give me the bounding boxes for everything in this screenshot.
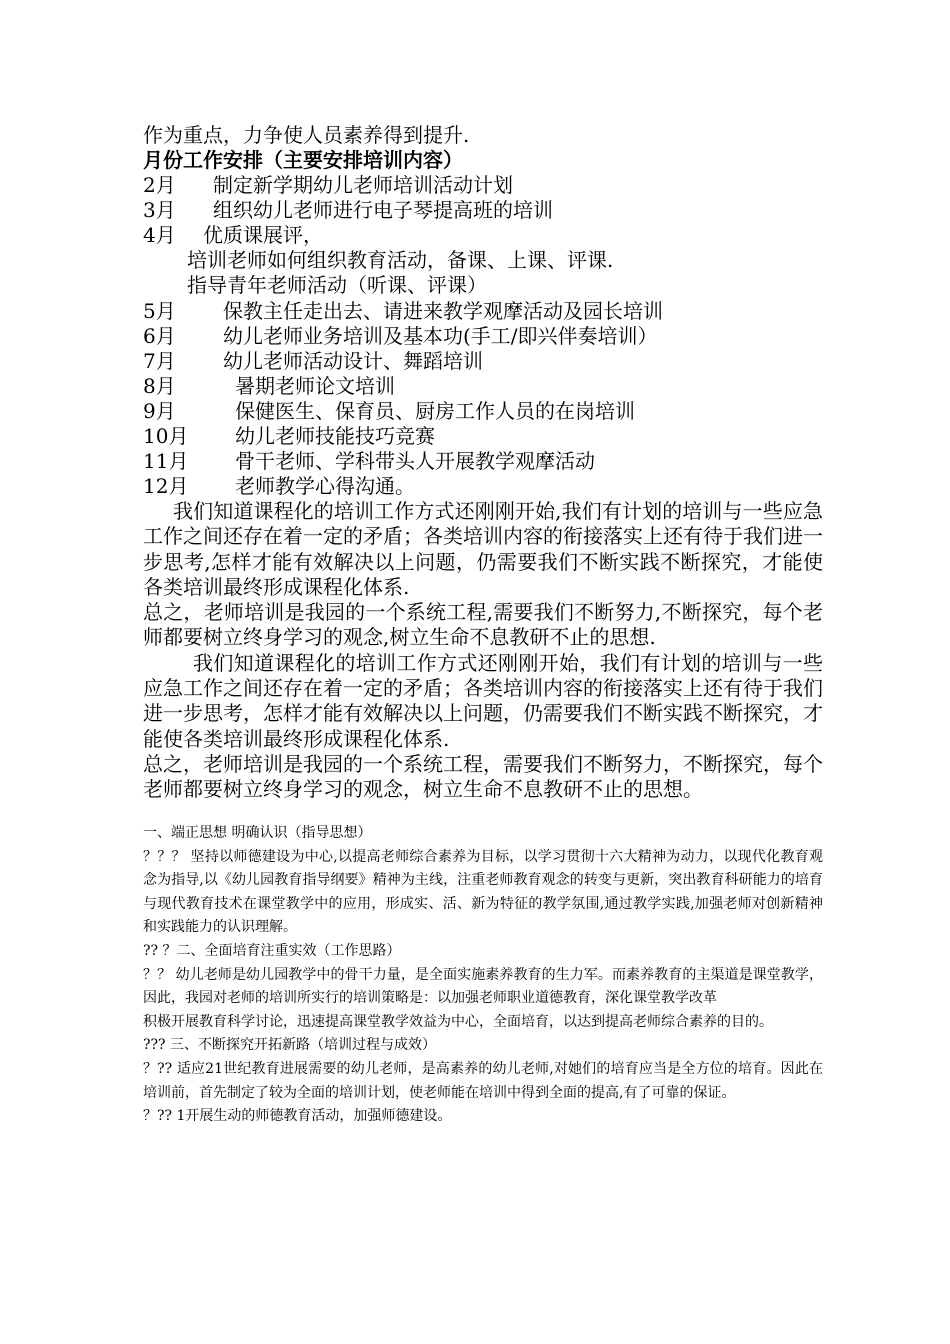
schedule-month: 10月 bbox=[143, 424, 189, 448]
schedule-row bbox=[143, 223, 323, 247]
paragraph-4: 总之，老师培训是我园的一个系统工程，需要我们不断努力，不断探究，每个老师都要树立终身学习的观念，树立生命不息教研不止的思想。 bbox=[143, 751, 823, 802]
schedule-content: 幼儿老师活动设计、舞蹈培训 bbox=[223, 349, 483, 373]
schedule-row bbox=[143, 449, 595, 473]
section-1-body: ？？？ 坚持以师德建设为中心,以提高老师综合素养为目标，以学习贯彻十六大精神为动力，以现代化教育观念为指导,以《幼儿园教育指导纲要》精神为主线，注重老师教育观念的转变与更新，突出教育科研能力的培育与现代教育技术在课堂教学中的应用，形成实、活、新为特征的教学氛围,通过教学实践,加强老师对创新精神和实践能力的认识理解。 bbox=[143, 848, 823, 936]
schedule-content: 幼儿老师业务培训及基本功(手工/即兴伴奏培训） bbox=[223, 324, 658, 348]
schedule-content: 培训老师如何组织教育活动，备课、上课、评课. bbox=[187, 248, 614, 272]
schedule-content: 老师教学心得沟通。 bbox=[235, 474, 415, 498]
schedule-content: 保教主任走出去、请进来教学观摩活动及园长培训 bbox=[223, 299, 663, 323]
schedule-content: 幼儿老师技能技巧竞赛 bbox=[235, 424, 435, 448]
schedule-row bbox=[143, 299, 663, 323]
schedule-month: 12月 bbox=[143, 474, 189, 498]
schedule-content: 组织幼儿老师进行电子琴提高班的培训 bbox=[213, 198, 553, 222]
paragraph-1: 我们知道课程化的培训工作方式还刚刚开始,我们有计划的培训与一些应急工作之间还存在着一定的矛盾；各类培训内容的衔接落实上还有待于我们进一步思考,怎样才能有效解决以上问题，仍需要我们不断实践不断探究，才能使各类培训最终形成课程化体系. bbox=[143, 499, 823, 599]
schedule-row bbox=[143, 324, 658, 348]
schedule-row bbox=[143, 198, 553, 222]
schedule-month: 5月 bbox=[143, 299, 176, 323]
body-paragraphs bbox=[143, 499, 823, 803]
section-3-body: ？?? 适应21世纪教育进展需要的幼儿老师，是高素养的幼儿老师,对她们的培育应当是全方位的培育。因此在培训前，首先制定了较为全面的培训计划，使老师能在培训中得到全面的提高,有了可靠的保证。 bbox=[143, 1060, 823, 1101]
schedule-row bbox=[143, 374, 395, 398]
section-2-title: ?? ？二、全面培育注重实效（工作思路） bbox=[143, 942, 401, 959]
schedule-row bbox=[143, 399, 635, 423]
paragraph-2: 总之，老师培训是我园的一个系统工程,需要我们不断努力,不断探究，每个老师都要树立终身学习的观念,树立生命不息教研不止的思想. bbox=[143, 600, 823, 650]
schedule-month: 8月 bbox=[143, 374, 176, 398]
schedule-content: 制定新学期幼儿老师培训活动计划 bbox=[213, 173, 513, 197]
schedule-row bbox=[143, 474, 415, 498]
schedule-content: 暑期老师论文培训 bbox=[235, 374, 395, 398]
schedule-month: 6月 bbox=[143, 324, 176, 348]
section-1-title: 一、端正思想 明确认识（指导思想） bbox=[143, 825, 372, 841]
schedule-row bbox=[143, 424, 435, 448]
schedule-content: 保健医生、保育员、厨房工作人员的在岗培训 bbox=[235, 399, 635, 423]
schedule-month: 11月 bbox=[143, 449, 189, 473]
schedule-content: 指导青年老师活动（听课、评课） bbox=[187, 273, 487, 297]
sections bbox=[143, 822, 823, 1129]
section-2-body: ？？ 幼儿老师是幼儿园教学中的骨干力量，是全面实施素养教育的生力军。而素养教育的主渠道是课堂教学，因此，我园对老师的培训所实行的培训策略是：以加强老师职业道德教育，深化课堂教学改革 bbox=[143, 966, 823, 1007]
schedule-month: 3月 bbox=[143, 198, 176, 222]
section-3-title: ??? 三、不断探究开拓新路（培训过程与成效） bbox=[143, 1037, 436, 1054]
section-3-item-1: ？?? 1开展生动的师德教育活动，加强师德建设。 bbox=[143, 1108, 452, 1125]
schedule-month: 9月 bbox=[143, 399, 176, 423]
schedule-content: 优质课展评， bbox=[203, 223, 323, 247]
schedule-row bbox=[143, 349, 483, 373]
intro-line: 作为重点，力争使人员素养得到提升. bbox=[143, 123, 470, 147]
schedule-month: 2月 bbox=[143, 173, 176, 197]
schedule-row bbox=[187, 273, 487, 297]
paragraph-3: 我们知道课程化的培训工作方式还刚刚开始，我们有计划的培训与一些应急工作之间还存在着一定的矛盾；各类培训内容的衔接落实上还有待于我们进一步思考，怎样才能有效解决以上问题，仍需要我们不断实践不断探究，才能使各类培训最终形成课程化体系. bbox=[143, 650, 823, 751]
schedule-content: 骨干老师、学科带头人开展教学观摩活动 bbox=[235, 449, 595, 473]
schedule-month: 7月 bbox=[143, 349, 176, 373]
section-2-body-continued: 积极开展教育科学讨论，迅速提高课堂教学效益为中心，全面培育，以达到提高老师综合素养的目的。 bbox=[143, 1013, 773, 1030]
schedule-title: 月份工作安排（主要安排培训内容） bbox=[143, 148, 463, 172]
schedule-row bbox=[143, 173, 513, 197]
schedule-row bbox=[187, 248, 613, 272]
schedule-month: 4月 bbox=[143, 223, 176, 247]
